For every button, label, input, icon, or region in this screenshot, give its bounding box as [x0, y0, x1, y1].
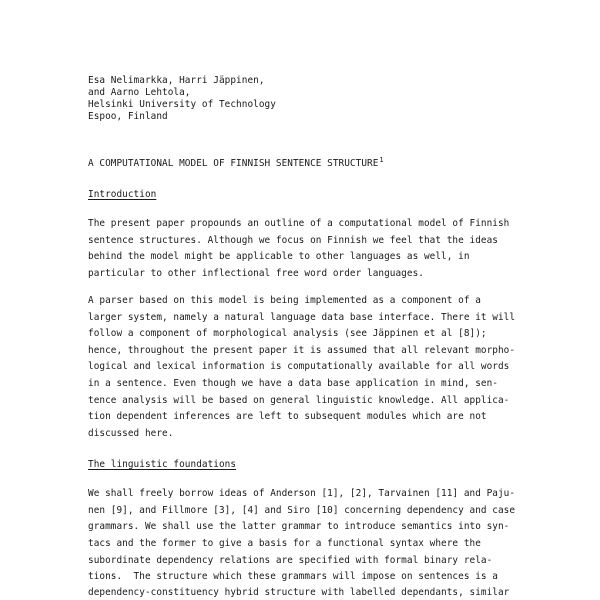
intro-p2-line: discussed here. — [88, 428, 174, 439]
author-line-2: and Aarno Lehtola, — [88, 87, 191, 98]
linguistic-p1-line: nen [9], and Fillmore [3], [4] and Siro [10] concerning dependency and case — [88, 505, 516, 516]
linguistic-p1-line: tacs and the former to give a basis for a functional syntax where the — [88, 538, 481, 549]
linguistic-p1-line: dependency-constituency hybrid structure with labelled dependants, similar — [88, 587, 510, 598]
linguistic-p1-line: tions. The structure which these grammars will impose on sentences is a — [88, 571, 498, 582]
location-line: Espoo, Finland — [88, 111, 168, 122]
intro-p2-line: tion dependent inferences are left to subsequent modules which are not — [88, 411, 487, 422]
section-heading-linguistic-foundations: The linguistic foundations — [88, 459, 237, 470]
linguistic-p1-line: We shall freely borrow ideas of Anderson [1], [2], Tarvainen [11] and Paju- — [88, 488, 516, 499]
intro-p2-line: tence analysis will be based on general linguistic knowledge. All applica- — [88, 395, 510, 406]
section-heading-introduction: Introduction — [88, 189, 157, 200]
paper-title-text: A COMPUTATIONAL MODEL OF FINNISH SENTENCE STRUCTURE — [88, 158, 379, 169]
author-line-1: Esa Nelimarkka, Harri Jäppinen, — [88, 75, 265, 86]
title-footnote-mark: 1 — [379, 156, 384, 164]
intro-p2-line: in a sentence. Even though we have a data base application in mind, sen- — [88, 378, 498, 389]
intro-p1-line: particular to other inflectional free word order languages. — [88, 268, 424, 279]
intro-p2-line: follow a component of morphological analysis (see Jäppinen et al [8]); — [88, 328, 487, 339]
affiliation-line: Helsinki University of Technology — [88, 99, 276, 110]
intro-p2-line: logical and lexical information is computationally available for all words — [88, 361, 510, 372]
paper-title — [88, 154, 384, 170]
linguistic-p1-line: subordinate dependency relations are specified with formal binary rela- — [88, 555, 493, 566]
intro-p1-line: sentence structures. Although we focus on Finnish we feel that the ideas — [88, 235, 498, 246]
intro-p2-line: A parser based on this model is being implemented as a component of a — [88, 295, 481, 306]
intro-p2-line: larger system, namely a natural language data base interface. There it will — [88, 312, 516, 323]
linguistic-p1-line: grammars. We shall use the latter grammar to introduce semantics into syn- — [88, 521, 510, 532]
intro-p1-line: The present paper propounds an outline of a computational model of Finnish — [88, 218, 510, 229]
intro-p2-line: hence, throughout the present paper it is assumed that all relevant morpho- — [88, 345, 516, 356]
intro-p1-line: behind the model might be applicable to other languages as well, in — [88, 251, 470, 262]
